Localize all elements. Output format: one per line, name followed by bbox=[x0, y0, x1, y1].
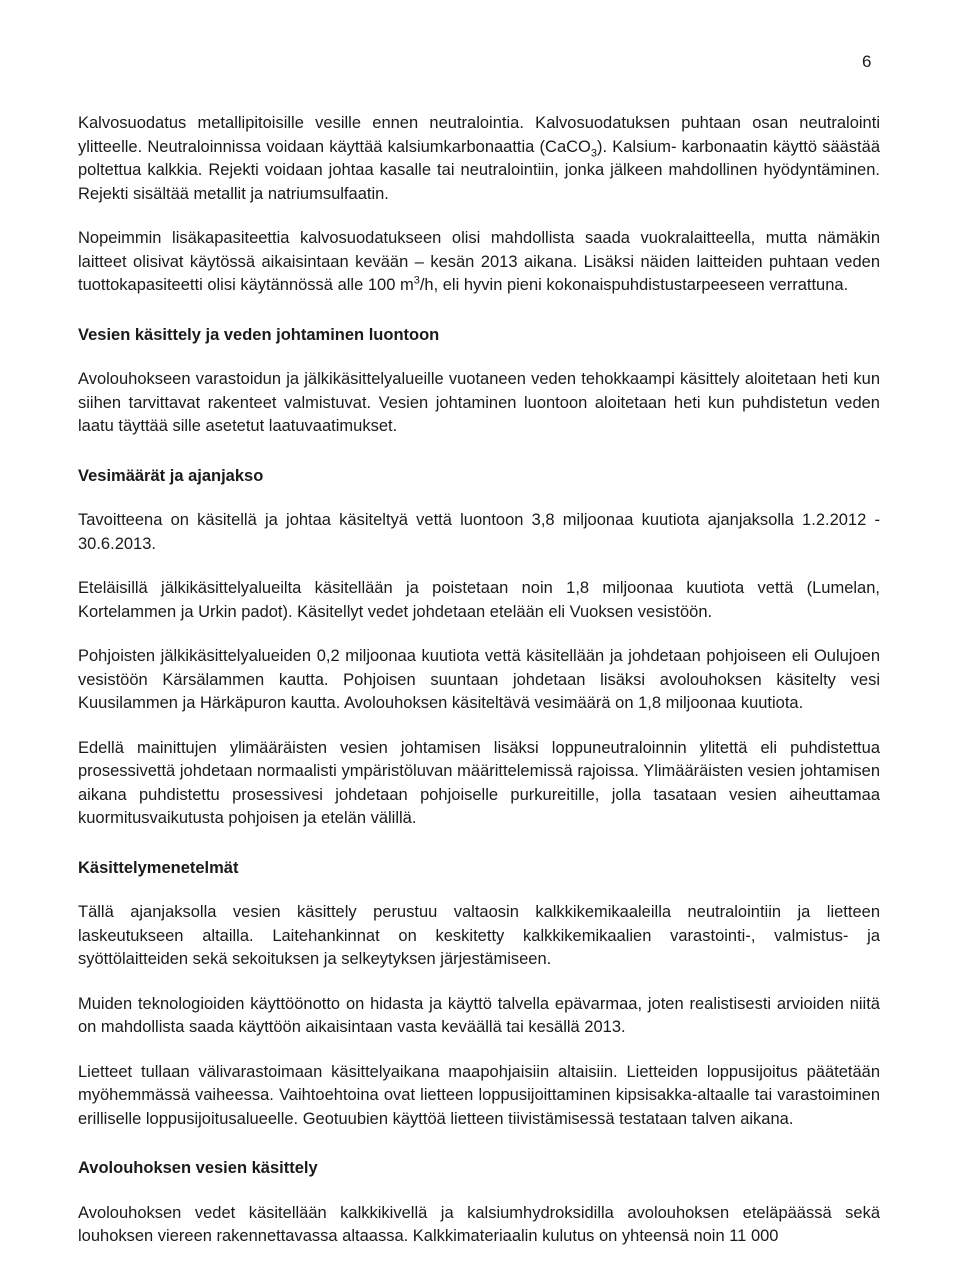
superscript: 3 bbox=[413, 274, 420, 287]
section-heading: Avolouhoksen vesien käsittely bbox=[78, 1159, 318, 1177]
paragraph: Tavoitteena on käsitellä ja johtaa käsiteltyä vettä luontoon 3,8 miljoonaa kuutiota ajanjaksolla 1.2.2012 - 30.6.2013. bbox=[78, 511, 880, 553]
document-body bbox=[78, 112, 880, 1270]
subscript: 3 bbox=[590, 146, 597, 159]
section-heading: Vesien käsittely ja veden johtaminen luontoon bbox=[78, 325, 440, 344]
paragraph: Eteläisillä jälkikäsittelyalueilta käsitellään ja poistetaan noin 1,8 miljoonaa kuutiota vettä (Lumelan, Kortelammen ja Urkin padot). Käsitellyt vedet johdetaan etelään eli Vuoksen vesistöön. bbox=[78, 579, 880, 621]
paragraph: Tällä ajanjaksolla vesien käsittely perustuu valtaosin kalkkikemikaaleilla neutralointiin ja lietteen laskeutukseen altailla. Laitehankinnat on keskitetty kalkkikemikaalien varastointi-, valmistus- ja syöttölaitteiden sekä sekoituksen ja selkeytyksen järjestämiseen. bbox=[78, 903, 880, 968]
paragraph: Nopeimmin lisäkapasiteettia kalvosuodatukseen olisi mahdollista saada vuokralaitteella, mutta nämäkin laitteet olisivat käytössä aikaisintaan kevään – kesän 2013 aikana. Lisäksi näiden laitteiden puhtaan veden tuottokapasiteetti olisi käytännössä alle 100 $m^3/h$, eli hyvin pieni kokonaispuhdistustarpeeseen verrattuna. bbox=[78, 229, 880, 294]
paragraph: Kalvosuodatus metallipitoisille vesille ennen neutralointia. Kalvosuodatuksen puhtaan osan neutralointi ylitteelle. Neutraloinnissa voidaan käyttää kalsiumkarbonaattia (CaCO$_3$). Kalsium- karbonaatin käyttö säästää poltettua kalkkia. Rejekti voidaan johtaa kasalle tai neutralointiin, jonka jälkeen mahdollinen hyödyntäminen. Rejekti sisältää metallit ja natriumsulfaatin. bbox=[78, 114, 880, 203]
page-number: 6 bbox=[862, 52, 872, 71]
paragraph: Avolouhokseen varastoidun ja jälkikäsittelyalueille vuotaneen veden tehokkaampi käsittely aloitetaan heti kun siihen tarvittavat rakenteet valmistuvat. Vesien johtaminen luontoon aloitetaan heti kun puhdistetun veden laatu täyttää sille asetetut laatuvaatimukset. bbox=[78, 370, 880, 435]
paragraph: Lietteet tullaan välivarastoimaan käsittelyaikana maapohjaisiin altaisiin. Lietteiden loppusijoitus päätetään myöhemmässä vaiheessa. Vaihtoehtoina ovat lietteen loppusijoittaminen kipsisakka-altaalle tai varastoiminen erilliselle loppusijoitusalueelle. Geotuubien käyttöä lietteen tiivistämisessä testataan talven aikana. bbox=[78, 1062, 880, 1128]
paragraph: Edellä mainittujen ylimääräisten vesien johtamisen lisäksi loppuneutraloinnin ylitettä eli puhdistettua prosessivettä johdetaan normaalisti ympäristöluvan määrittelemissä rajoissa. Ylimääräisten vesien johtamisen aikana puhdistettu prosessivesi johdetaan pohjoiselle purkureitille, jolla tasataan vesien aiheuttamaa kuormitusvaikutusta pohjoisen ja etelän välillä. bbox=[78, 738, 880, 827]
paragraph: Muiden teknologioiden käyttöönotto on hidasta ja käyttö talvella epävarmaa, joten realistisesti arvioiden niitä on mahdollista saada käyttöön aikaisintaan vasta keväällä tai kesällä 2013. bbox=[78, 994, 880, 1036]
section-heading: Vesimäärät ja ajanjakso bbox=[78, 466, 264, 485]
paragraph: Avolouhoksen vedet käsitellään kalkkikivellä ja kalsiumhydroksidilla avolouhoksen eteläpäässä sekä louhoksen viereen rakennettavassa altaassa. Kalkkimateriaalin kulutus on yhteensä noin 11 000 bbox=[78, 1203, 880, 1245]
paragraph: Pohjoisten jälkikäsittelyalueiden 0,2 miljoonaa kuutiota vettä käsitellään ja johdetaan pohjoiseen eli Oulujoen vesistöön Kärsälammen kautta. Pohjoisen suuntaan johdetaan lisäksi avolouhoksen käsitelty vesi Kuusilammen ja Härkäpuron kautta. Avolouhoksen käsiteltävä vesimäärä on 1,8 miljoonaa kuutiota. bbox=[78, 647, 880, 712]
section-heading: Käsittelymenetelmät bbox=[78, 858, 239, 877]
